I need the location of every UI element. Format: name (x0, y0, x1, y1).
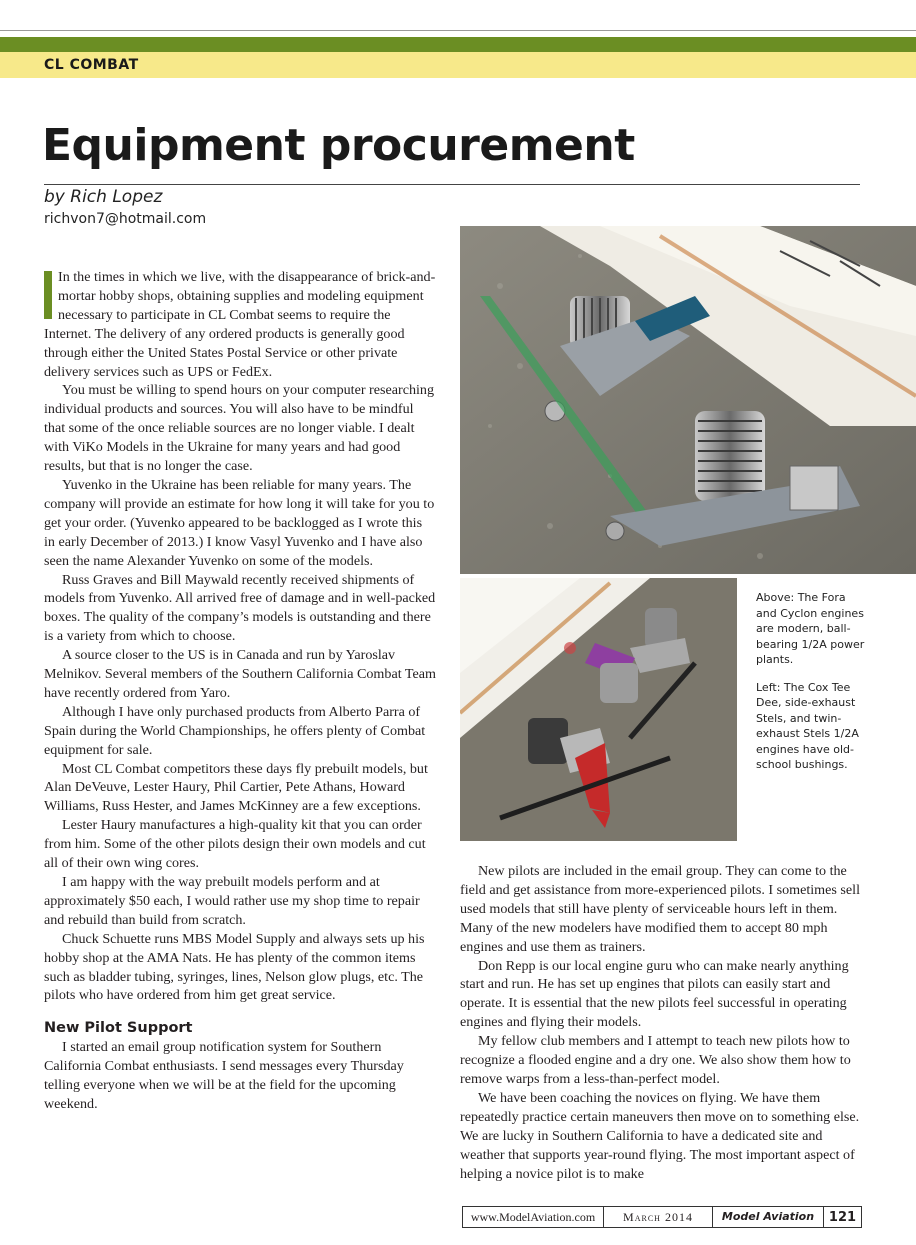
section-label: CL COMBAT (44, 57, 139, 73)
paragraph: Don Repp is our local engine guru who can make nearly anything start and run. He has set up engines that pilots can easily start and operate. It is essential that the new pilots feel successful in operating engines and flying their models. (460, 957, 849, 1031)
paragraph: Chuck Schuette runs MBS Model Supply and always sets up his hobby shop at the AMA Nats. He has plenty of the common items such as bladder tubing, syringes, lines, Nelson glow plugs, etc. The pilots who have ordered from him get great service. (44, 930, 425, 1004)
photo-captions (756, 590, 868, 785)
paragraph: You must be willing to spend hours on your computer researching individual products and sources. You will also have to be mindful that some of the once reliable sources are no longer viable. I dealt with ViKo Models in the Ukraine for many years and had good results, but that is no longer the case. (44, 382, 435, 475)
paragraph: My fellow club members and I attempt to teach new pilots how to recognize a flooded engine and a dry one. We also show them how to remove warps from a less-than-perfect model. (460, 1033, 851, 1087)
paragraph: Lester Haury manufactures a high-quality kit that you can order from him. Some of the other pilots design their own models and cut all of their own wing cores. (44, 817, 426, 872)
paragraph: New pilots are included in the email group. They can come to the field and get assistance from more-experienced pilots. I sometimes sell used models that still have plenty of serviceable hours left in them. Many of the new modelers have modified them to accept 80 mph engines and use them as trainers. (460, 863, 860, 955)
paragraph: A source closer to the US is in Canada and run by Yaroslav Melnikov. Several members of the Southern California Combat Team have recently ordered from Yaro. (44, 647, 436, 701)
header-green-bar (0, 37, 916, 52)
paragraph: In the times in which we live, with the disappearance of brick-and-mortar hobby shops, obtaining supplies and modeling equipment necessary to participate in CL Combat seems to require the Internet. The delivery of any ordered products is generally good through either the United States Postal Service or other private delivery services such as UPS or FedEx. (44, 269, 436, 380)
paragraph: Although I have only purchased products from Alberto Parra of Spain during the World Championships, he offers plenty of Combat equipment for sale. (44, 703, 426, 758)
caption-above: Above: The Fora and Cyclon engines are modern, ball-bearing 1/2A power plants. (756, 591, 865, 666)
left-column (44, 268, 436, 1114)
right-column (460, 862, 860, 1183)
footer-date: March 2014 (604, 1207, 713, 1227)
top-rule (0, 30, 916, 31)
paragraph: Russ Graves and Bill Maywald recently received shipments of models from Yuvenko. All arrived free of damage and in well-packed boxes. The quality of the company’s models is outstanding and there is a variety from which to choose. (44, 571, 436, 645)
footer-magazine: Model Aviation (713, 1207, 824, 1227)
footer-url[interactable]: www.ModelAviation.com (463, 1207, 604, 1227)
caption-left: Left: The Cox Tee Dee, side-exhaust Stels, and twin-exhaust Stels 1/2A engines have old-school bushings. (756, 680, 859, 771)
drop-cap (44, 271, 52, 319)
page-number: 121 (828, 1209, 857, 1225)
paragraph: We have been coaching the novices on flying. We have them repeatedly practice certain maneuvers then move on to something else. We are lucky in Southern California to have a dedicated site and weather that supports year-round flying. The most important aspect of helping a novice pilot is to make (460, 1089, 860, 1182)
paragraph: Yuvenko in the Ukraine has been reliable for many years. The company will provide an estimate for how long it will take for you to get your order. (Yuvenko appeared to be backlogged as I wrote this in early December of 2013.) I know Vasyl Yuvenko and I have also seen the name Alexander Yuvenko on some of the models. (44, 476, 435, 569)
paragraph: I started an email group notification system for Southern California Combat enthusiasts. I send messages every Thursday telling everyone when we will be at the field for the upcoming weekend. (44, 1039, 404, 1113)
page-footer (462, 1206, 862, 1228)
paragraph: Most CL Combat competitors these days fly prebuilt models, but Alan DeVeuve, Lester Haury, Phil Cartier, Pete Athans, Howard Williams, Russ Hester, and James McKinney are a few exceptions. (44, 760, 428, 815)
photo-cox-stels-engines (460, 578, 737, 841)
photo-fora-cyclon-engines (460, 226, 916, 574)
subhead-new-pilot-support: New Pilot Support (44, 1020, 193, 1037)
byline: by Rich Lopez (44, 187, 163, 207)
author-email[interactable]: richvon7@hotmail.com (44, 211, 207, 227)
title-rule (44, 184, 860, 185)
paragraph: I am happy with the way prebuilt models perform and at approximately $50 each, I would rather use my shop time to repair and rebuild than build from scratch. (44, 874, 420, 928)
article-title: Equipment procurement (42, 120, 635, 171)
